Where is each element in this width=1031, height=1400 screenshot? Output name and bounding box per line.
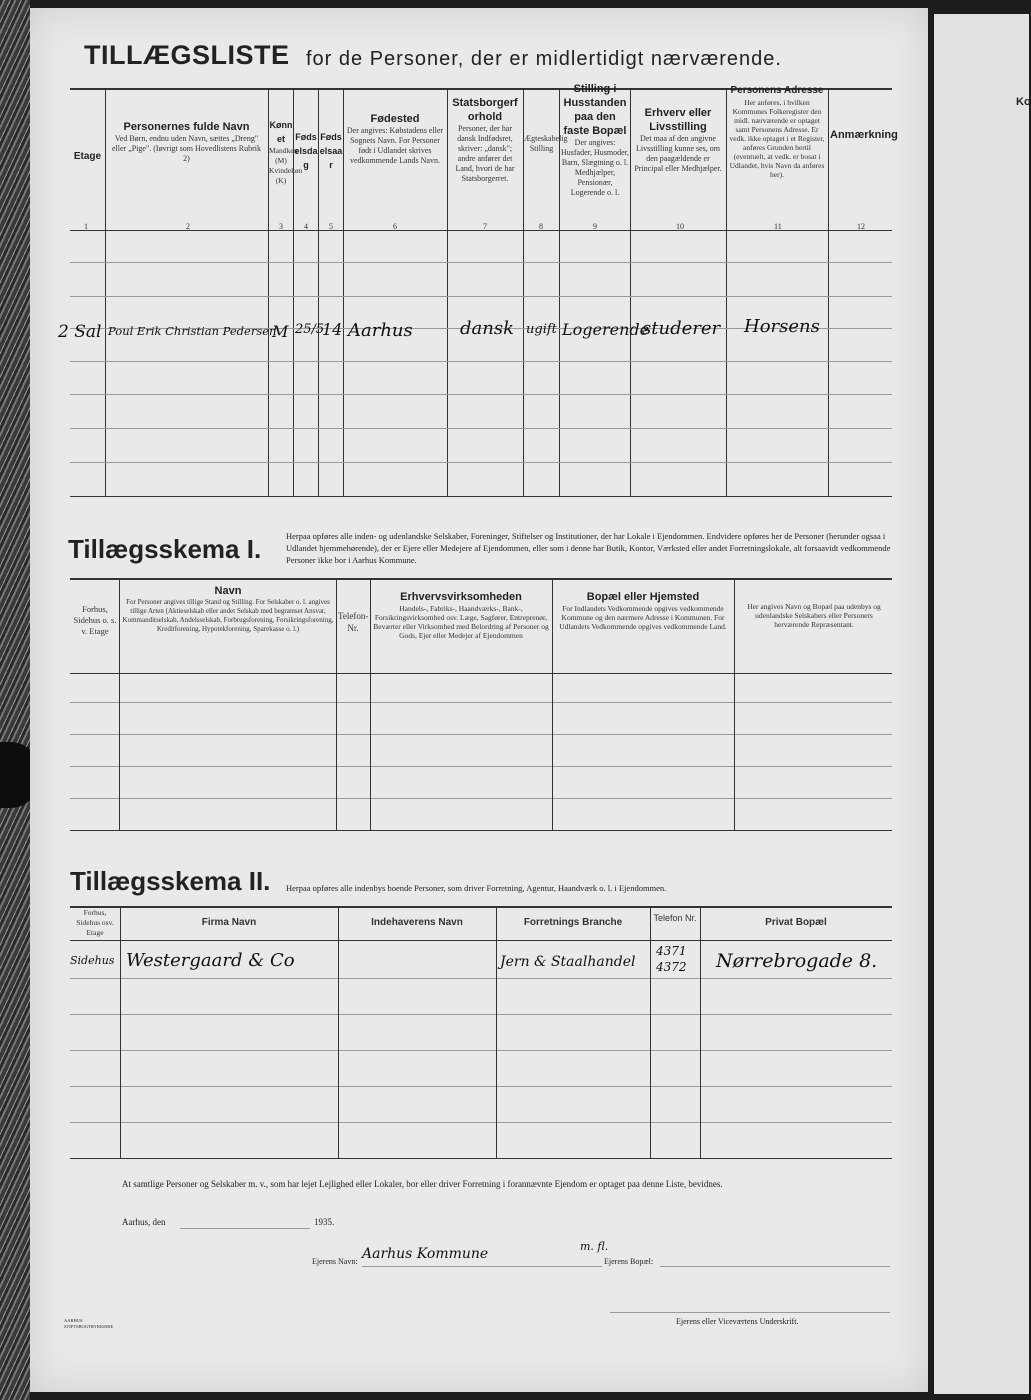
owner-label: Ejerens Navn: <box>312 1257 358 1266</box>
skema1-col-etage: Forhus, Sidehus o. s. v. Etage <box>73 604 117 636</box>
skema2-entry-tlf2: 4372 <box>656 960 687 974</box>
footer-year: 1935. <box>314 1217 335 1227</box>
skema2-col-branche: Forretnings Branche <box>523 917 623 928</box>
col-aegteskab-header: Ægteskabelig Stilling <box>524 134 568 153</box>
col-kon-header: Kønnet Mandkøn (M) Kvindekøn (K) <box>269 120 303 185</box>
col-num: 6 <box>393 222 397 231</box>
entry-erhverv: studerer <box>642 318 721 339</box>
col-num: 2 <box>186 222 190 231</box>
col-num: 1 <box>84 222 88 231</box>
skema1-col-telefon: Telefon-Nr. <box>338 611 369 633</box>
residence-label: Ejerens Bopæl: <box>604 1257 654 1266</box>
signature-label: Ejerens eller Viceværtens Underskrift. <box>676 1317 799 1326</box>
skema2-entry-firma: Westergaard & Co <box>126 950 295 971</box>
skema1-col-bopael: Bopæl eller Hjemsted For Indlandets Vedkommende opgives vedkommende Kommune og den nærmere Adresse i Kommunen. For Udlandets Vedkommende opgives vedkommende Land. <box>559 591 727 631</box>
skema2-entry-etage: Sidehus <box>70 954 115 967</box>
skema2-entry-bopael: Nørrebrogade 8. <box>716 950 878 972</box>
col-num: 5 <box>329 222 333 231</box>
footer-place: Aarhus, den <box>122 1217 166 1227</box>
footer-statement: At samtlige Personer og Selskaber m. v., som har lejet Lejlighed eller Lokaler, bor eller driver Forretning i forannævnte Ejendom er optaget paa denne Liste, bevidnes. <box>122 1179 723 1189</box>
skema1-description: Herpaa opføres alle inden- og udenlandske Selskaber, Foreninger, Stiftelser og Institutioner, der har Lokale i Ejendommen. Endvidere opføres her de Personer (herunder ogsaa i Udlandet hjemmehørende), der er Ejere eller Medejere af Ejendommen, eller som i denne har Butik, Kontor, Værksted eller andet Forretningslokale, alt forsaavidt vedkommende Personer ikke bor i Aarhus Kommune. <box>286 531 891 565</box>
col-num: 12 <box>857 222 865 231</box>
skema2-entry-tlf1: 4371 <box>656 944 687 958</box>
col-statsborger-header: Statsborgerforhold Personer, der har dansk Indfødsret, skriver: „dansk"; andre anfører det Land, hvori de har Statsborgerret. <box>452 97 518 183</box>
col-num: 9 <box>593 222 597 231</box>
entry-stilling: Logerende <box>562 320 650 339</box>
entry-kon: M <box>272 322 289 341</box>
skema2-entry-branche: Jern & Staalhandel <box>500 954 636 970</box>
entry-fodested: Aarhus <box>348 320 413 341</box>
col-stilling-header: Stilling i Husstanden paa den faste Bopæl Der angives: Husfader, Husmoder, Barn, Slægtning o. l. Medhjælper, Pensionær, Logerende o. l. <box>561 83 630 197</box>
col-num: 11 <box>774 222 782 231</box>
skema1-col-repraesentant: Her angives Navn og Bopæl paa udenbys og udenlandske Selskabers eller Personers herværende Repræsentant. <box>747 602 881 629</box>
col-etage-header: Etage <box>73 151 102 162</box>
col-fodselsdag-header: Fødselsdag <box>294 132 318 170</box>
skema2-title: Tillægsskema II. <box>70 866 271 896</box>
skema1-col-navn: Navn For Personer angives tillige Stand og Stilling. For Selskaber o. l. angives tillige Arten (Aktieselskab eller andet Selskab med begrænset Ansvar, Kommanditselskab, Andelsselskab, Forbrugsforening, Forsikringsforening, Kreditforening, Hypotekforening, Sparekasse o. l.) <box>122 585 334 633</box>
entry-etage: 2 Sal <box>58 322 102 342</box>
col-fodested-header: Fødested Der angives: Købstadens eller Sognets Navn. For Personer født i Udlandet skrives vedkommende Lands Navn. <box>346 113 444 165</box>
owner-signature: Aarhus Kommune <box>362 1246 489 1262</box>
skema2-col-telefon: Telefon Nr. <box>653 913 697 923</box>
book-binding <box>0 0 30 1400</box>
col-num: 10 <box>676 222 684 231</box>
skema1-col-erhverv: Erhvervsvirksomheden Handels-, Fabriks-, Haandværks-, Bank-, Forsikringsvirksomhed osv. Læge, Sagfører, Entreprenør, Beværter eller Virksomhed med Belordring af Personer og Gods, Ejer eller Medejer af Ejendommen <box>373 591 549 640</box>
col-num: 7 <box>483 222 487 231</box>
printer-mark: AARHUS STIFTSBOGTRYKKERIE <box>64 1318 114 1329</box>
col-anmaerkning-header: Anmærkning <box>830 129 898 141</box>
col-erhverv-header: Erhverv eller Livsstilling Det maa af den angivne Livsstilling kunne ses, om den paagældende er Principal eller Medhjælper. <box>634 107 722 173</box>
col-num: 8 <box>539 222 543 231</box>
col-fodselsaar-header: Fødselsaar <box>319 132 343 170</box>
entry-fodselsaar: 14 <box>322 320 343 339</box>
col-num: 4 <box>304 222 308 231</box>
entry-adresse: Horsens <box>744 316 820 337</box>
skema2-description: Herpaa opføres alle indenbys boende Personer, som driver Forretning, Agentur, Haandværk o. l. i Ejendommen. <box>286 883 667 893</box>
skema2-col-etage: Forhus, Sidehus osv. Etage <box>76 908 114 937</box>
main-title: TILLÆGSLISTE <box>84 40 290 70</box>
skema2-col-bopael: Privat Bopæl <box>765 917 827 928</box>
skema2-col-indehaver: Indehaverens Navn <box>371 917 463 928</box>
col-num: 3 <box>279 222 283 231</box>
entry-navn: Poul Erik Christian Pedersen <box>108 324 277 338</box>
next-page-edge <box>934 14 1029 1394</box>
entry-statsborger: dansk <box>460 318 514 339</box>
next-page-text: Ko <box>1016 96 1031 108</box>
skema2-col-firma: Firma Navn <box>201 917 257 928</box>
entry-aegteskab: ugift <box>526 322 557 337</box>
col-adresse-header: Personens Adresse Her anføres, i hvilken Kommunes Folkeregister den midl. nærværende er optaget samt Personens Adresse. Er vedk. ikke optaget i et Register, anføres Grunden hertil (eventuelt, at vedk. er bosat i Udlandet, hvis Navn da anføres her). <box>729 85 825 179</box>
skema1-title: Tillægsskema I. <box>68 534 262 564</box>
owner-extra: m. fl. <box>580 1240 609 1253</box>
col-navn-header: Personernes fulde Navn Ved Børn, endnu uden Navn, sættes „Dreng" eller „Pige". (Iøvrigt som Hovedlistens Rubrik 2) <box>111 121 262 163</box>
entry-fodselsdag: 25/5 <box>295 322 325 337</box>
main-subtitle: for de Personer, der er midlertidigt nærværende. <box>306 48 782 70</box>
